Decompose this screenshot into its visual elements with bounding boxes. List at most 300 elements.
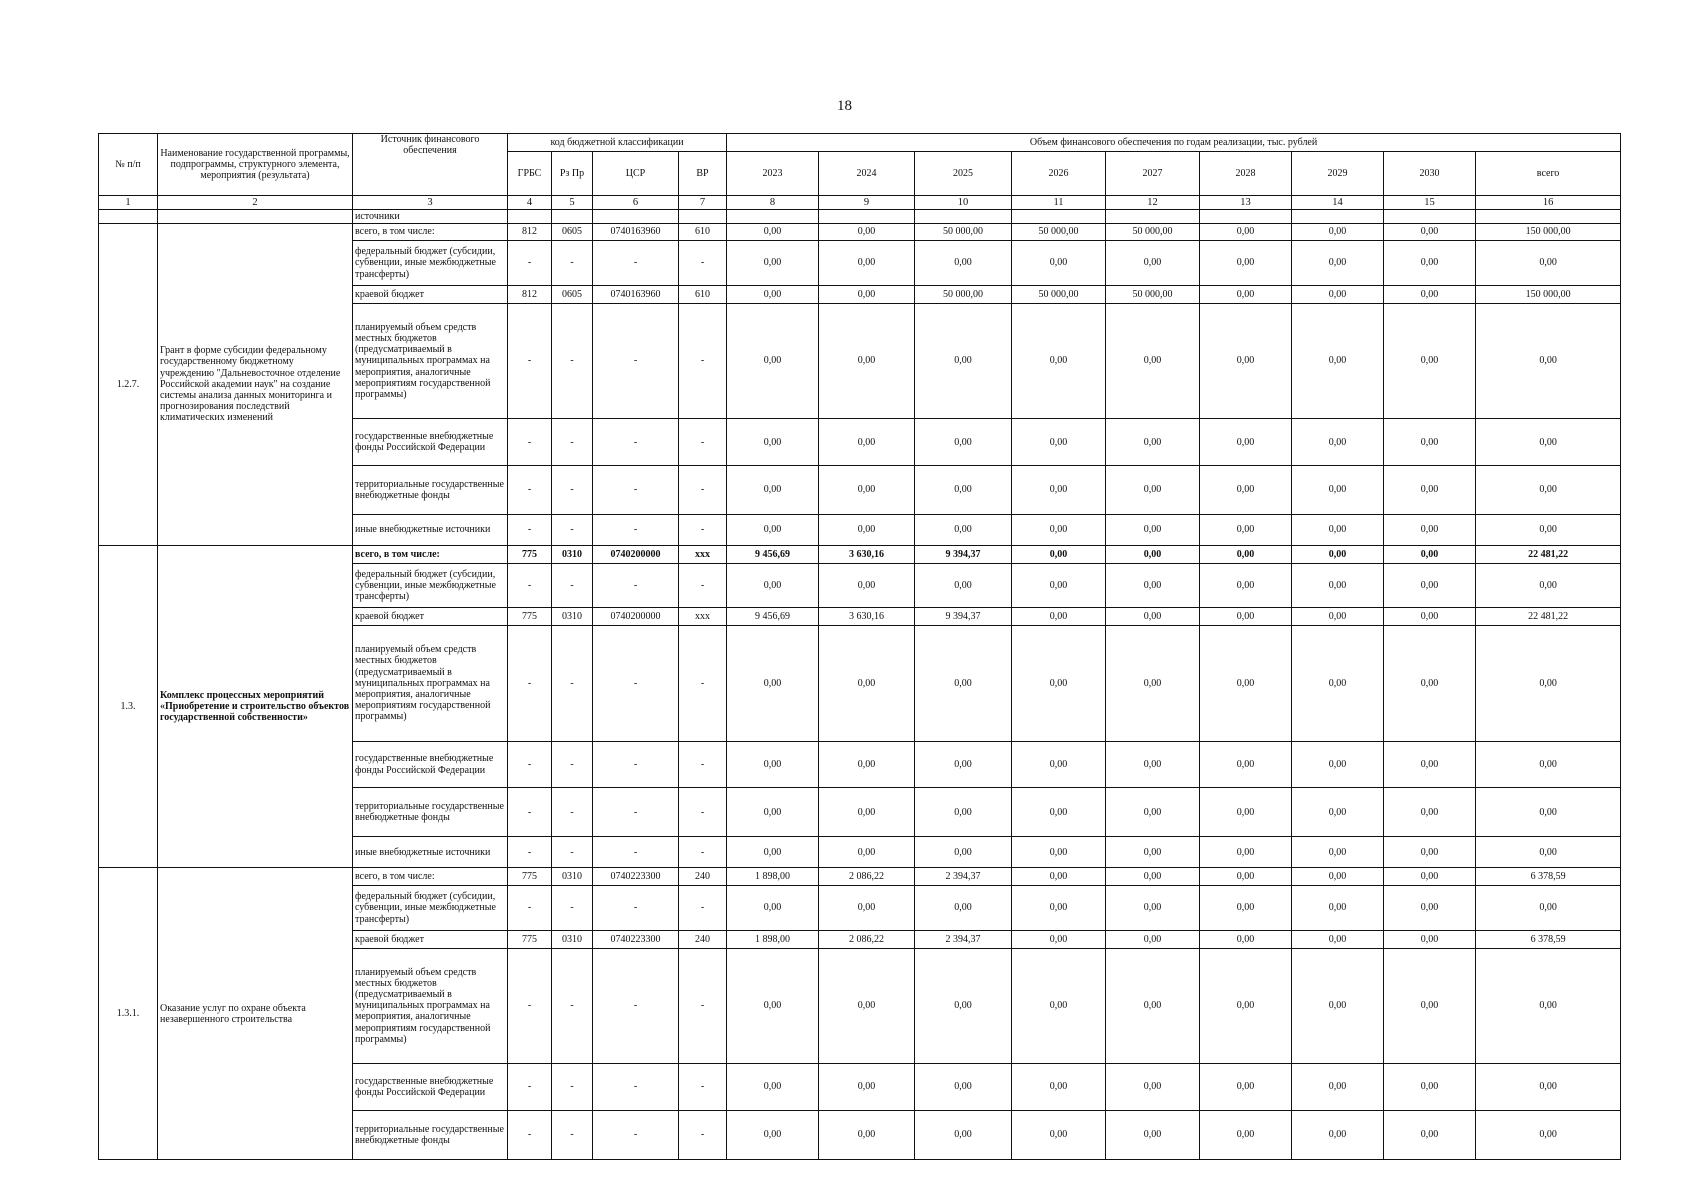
csr-cell: 0740200000: [593, 546, 679, 564]
table-row: [99, 546, 1621, 564]
value-cell: 2 086,22: [819, 930, 915, 948]
source-cell: краевой бюджет: [353, 608, 508, 626]
grbs-cell: 775: [508, 608, 552, 626]
value-cell: 0,00: [819, 837, 915, 868]
value-cell: 0,00: [915, 626, 1012, 742]
source-cell: территориальные государственные внебюджетные фонды: [353, 788, 508, 837]
value-cell: 0,00: [1106, 626, 1200, 742]
col-number: 12: [1106, 196, 1200, 210]
rzpr-cell: -: [552, 741, 593, 788]
header-year-2028: 2028: [1200, 152, 1292, 196]
value-cell: 0,00: [1200, 608, 1292, 626]
source-cell: государственные внебюджетные фонды Российской Федерации: [353, 419, 508, 466]
csr-cell: 0740223300: [593, 868, 679, 886]
value-cell: 0,00: [819, 223, 915, 241]
vr-cell: -: [679, 948, 727, 1064]
value-cell: 0,00: [1200, 837, 1292, 868]
value-cell: 0,00: [1200, 1064, 1292, 1111]
value-cell: 0,00: [1106, 930, 1200, 948]
rzpr-cell: -: [552, 948, 593, 1064]
vr-cell: 240: [679, 930, 727, 948]
header-year-2026: 2026: [1012, 152, 1106, 196]
measure-name: Комплекс процессных мероприятий «Приобретение и строительство объектов государственной собственности»: [158, 546, 353, 868]
csr-cell: 0740200000: [593, 608, 679, 626]
value-cell: 0,00: [1012, 837, 1106, 868]
value-cell: 0,00: [819, 285, 915, 303]
value-cell: 0,00: [1384, 741, 1476, 788]
value-cell: 0,00: [1012, 563, 1106, 607]
value-cell: 0,00: [1106, 868, 1200, 886]
rzpr-cell: -: [552, 514, 593, 545]
header-name: Наименование государственной программы, подпрограммы, структурного элемента, мероприятия (результата): [158, 134, 353, 196]
grbs-cell: -: [508, 514, 552, 545]
value-cell: 0,00: [1292, 241, 1384, 285]
csr-cell: -: [593, 788, 679, 837]
value-cell: 0,00: [727, 837, 819, 868]
value-cell: 2 394,37: [915, 868, 1012, 886]
value-cell: 0,00: [1384, 303, 1476, 419]
total-cell: 0,00: [1476, 241, 1621, 285]
value-cell: 0,00: [1200, 303, 1292, 419]
header-csr: ЦСР: [593, 152, 679, 196]
value-cell: 0,00: [915, 1110, 1012, 1159]
grbs-cell: -: [508, 419, 552, 466]
value-cell: 0,00: [1200, 514, 1292, 545]
value-cell: 0,00: [915, 303, 1012, 419]
rzpr-cell: -: [552, 837, 593, 868]
csr-cell: -: [593, 741, 679, 788]
rzpr-cell: 0310: [552, 868, 593, 886]
header-budget-code: код бюджетной классификации: [508, 134, 727, 152]
value-cell: 0,00: [1384, 930, 1476, 948]
csr-cell: -: [593, 948, 679, 1064]
value-cell: 0,00: [727, 285, 819, 303]
table-row: [99, 223, 1621, 241]
total-cell: 0,00: [1476, 303, 1621, 419]
grbs-cell: 812: [508, 285, 552, 303]
value-cell: 0,00: [1292, 608, 1384, 626]
csr-cell: -: [593, 1110, 679, 1159]
total-cell: 0,00: [1476, 626, 1621, 742]
rzpr-cell: -: [552, 241, 593, 285]
csr-cell: -: [593, 886, 679, 930]
col-number: 3: [353, 196, 508, 210]
source-cell: всего, в том числе:: [353, 546, 508, 564]
col-number: 10: [915, 196, 1012, 210]
header-year-2023: 2023: [727, 152, 819, 196]
rzpr-cell: 0310: [552, 546, 593, 564]
value-cell: 0,00: [1200, 1110, 1292, 1159]
total-cell: 0,00: [1476, 837, 1621, 868]
source-cell: федеральный бюджет (субсидии, субвенции, иные межбюджетные трансферты): [353, 241, 508, 285]
vr-cell: -: [679, 303, 727, 419]
grbs-cell: -: [508, 1064, 552, 1111]
value-cell: 0,00: [727, 1064, 819, 1111]
value-cell: 0,00: [1292, 223, 1384, 241]
value-cell: 0,00: [1012, 868, 1106, 886]
value-cell: 0,00: [1384, 419, 1476, 466]
grbs-cell: -: [508, 1110, 552, 1159]
col-number: 13: [1200, 196, 1292, 210]
grbs-cell: -: [508, 741, 552, 788]
value-cell: 0,00: [1292, 626, 1384, 742]
value-cell: 0,00: [819, 948, 915, 1064]
rzpr-cell: 0310: [552, 930, 593, 948]
rzpr-cell: -: [552, 788, 593, 837]
value-cell: 0,00: [1200, 419, 1292, 466]
value-cell: 0,00: [1012, 514, 1106, 545]
value-cell: 0,00: [915, 886, 1012, 930]
total-cell: 0,00: [1476, 948, 1621, 1064]
value-cell: 0,00: [1200, 886, 1292, 930]
grbs-cell: -: [508, 837, 552, 868]
value-cell: 0,00: [1292, 741, 1384, 788]
col-number: 11: [1012, 196, 1106, 210]
source-cell: федеральный бюджет (субсидии, субвенции, иные межбюджетные трансферты): [353, 886, 508, 930]
budget-table: [98, 133, 1621, 1160]
row-index: 1.3.: [99, 546, 158, 868]
total-cell: 0,00: [1476, 741, 1621, 788]
source-cell: планируемый объем средств местных бюджетов (предусматриваемый в муниципальных программах на мероприятия, аналогичные мероприятиям государственной программы): [353, 626, 508, 742]
vr-cell: ххх: [679, 608, 727, 626]
value-cell: 0,00: [819, 563, 915, 607]
value-cell: 0,00: [727, 419, 819, 466]
value-cell: 0,00: [727, 514, 819, 545]
value-cell: 0,00: [727, 626, 819, 742]
value-cell: 0,00: [1106, 948, 1200, 1064]
value-cell: 3 630,16: [819, 546, 915, 564]
value-cell: 0,00: [1384, 948, 1476, 1064]
col-number: 8: [727, 196, 819, 210]
value-cell: 0,00: [1292, 1110, 1384, 1159]
source-cell: планируемый объем средств местных бюджетов (предусматриваемый в муниципальных программах на мероприятия, аналогичные мероприятиям государственной программы): [353, 948, 508, 1064]
value-cell: 0,00: [1384, 223, 1476, 241]
vr-cell: 610: [679, 285, 727, 303]
total-cell: 150 000,00: [1476, 285, 1621, 303]
col-number: 6: [593, 196, 679, 210]
value-cell: 0,00: [1292, 563, 1384, 607]
value-cell: 0,00: [819, 1110, 915, 1159]
col-number: 16: [1476, 196, 1621, 210]
value-cell: 0,00: [1200, 465, 1292, 514]
value-cell: 0,00: [1012, 948, 1106, 1064]
value-cell: 0,00: [1384, 546, 1476, 564]
column-numbers-row: [99, 196, 1621, 210]
value-cell: 0,00: [1012, 546, 1106, 564]
csr-cell: -: [593, 563, 679, 607]
rzpr-cell: -: [552, 563, 593, 607]
value-cell: 0,00: [819, 465, 915, 514]
vr-cell: -: [679, 788, 727, 837]
value-cell: 9 456,69: [727, 546, 819, 564]
value-cell: 0,00: [1384, 608, 1476, 626]
value-cell: 0,00: [1200, 563, 1292, 607]
value-cell: 50 000,00: [1106, 223, 1200, 241]
col-number: 9: [819, 196, 915, 210]
header-num: № п/п: [99, 134, 158, 196]
value-cell: 9 456,69: [727, 608, 819, 626]
value-cell: 0,00: [1292, 788, 1384, 837]
value-cell: 0,00: [1384, 285, 1476, 303]
value-cell: 0,00: [915, 465, 1012, 514]
vr-cell: -: [679, 837, 727, 868]
rzpr-cell: -: [552, 419, 593, 466]
col-number: 4: [508, 196, 552, 210]
value-cell: 0,00: [1200, 868, 1292, 886]
total-cell: 0,00: [1476, 1110, 1621, 1159]
rzpr-cell: -: [552, 886, 593, 930]
value-cell: 0,00: [1106, 546, 1200, 564]
value-cell: 0,00: [1106, 1110, 1200, 1159]
header-rzpr: Рз Пр: [552, 152, 593, 196]
value-cell: 0,00: [1106, 465, 1200, 514]
csr-cell: 0740163960: [593, 285, 679, 303]
csr-cell: -: [593, 419, 679, 466]
grbs-cell: -: [508, 626, 552, 742]
value-cell: 0,00: [915, 948, 1012, 1064]
csr-cell: -: [593, 626, 679, 742]
csr-cell: 0740223300: [593, 930, 679, 948]
value-cell: 0,00: [727, 303, 819, 419]
source-cell: краевой бюджет: [353, 930, 508, 948]
csr-cell: -: [593, 1064, 679, 1111]
total-cell: 22 481,22: [1476, 546, 1621, 564]
value-cell: 0,00: [727, 948, 819, 1064]
value-cell: 0,00: [1292, 1064, 1384, 1111]
header-grbs: ГРБС: [508, 152, 552, 196]
grbs-cell: -: [508, 948, 552, 1064]
rzpr-cell: 0605: [552, 285, 593, 303]
total-cell: 0,00: [1476, 419, 1621, 466]
value-cell: 0,00: [915, 514, 1012, 545]
value-cell: 0,00: [1012, 930, 1106, 948]
vr-cell: -: [679, 741, 727, 788]
total-cell: 0,00: [1476, 1064, 1621, 1111]
value-cell: 0,00: [1200, 626, 1292, 742]
vr-cell: ххх: [679, 546, 727, 564]
value-cell: 9 394,37: [915, 608, 1012, 626]
value-cell: 0,00: [1106, 1064, 1200, 1111]
value-cell: 0,00: [1106, 563, 1200, 607]
grbs-cell: -: [508, 465, 552, 514]
source-cell: всего, в том числе:: [353, 868, 508, 886]
value-cell: 0,00: [1292, 303, 1384, 419]
value-cell: 2 086,22: [819, 868, 915, 886]
grbs-cell: -: [508, 563, 552, 607]
value-cell: 0,00: [1012, 419, 1106, 466]
csr-cell: -: [593, 837, 679, 868]
value-cell: 0,00: [1200, 788, 1292, 837]
value-cell: 0,00: [727, 241, 819, 285]
total-cell: 0,00: [1476, 886, 1621, 930]
value-cell: 0,00: [819, 626, 915, 742]
value-cell: 0,00: [1012, 1110, 1106, 1159]
source-cell: государственные внебюджетные фонды Российской Федерации: [353, 1064, 508, 1111]
value-cell: 9 394,37: [915, 546, 1012, 564]
value-cell: 0,00: [1384, 514, 1476, 545]
value-cell: 0,00: [1200, 741, 1292, 788]
vr-cell: -: [679, 1064, 727, 1111]
value-cell: 0,00: [727, 741, 819, 788]
value-cell: 0,00: [1200, 546, 1292, 564]
table-row: [99, 210, 1621, 224]
value-cell: 0,00: [819, 419, 915, 466]
value-cell: 0,00: [1292, 419, 1384, 466]
value-cell: 0,00: [1012, 741, 1106, 788]
value-cell: 0,00: [1384, 788, 1476, 837]
col-number: 15: [1384, 196, 1476, 210]
value-cell: 0,00: [727, 886, 819, 930]
value-cell: 50 000,00: [915, 285, 1012, 303]
header-year-2027: 2027: [1106, 152, 1200, 196]
value-cell: 0,00: [1106, 886, 1200, 930]
value-cell: 3 630,16: [819, 608, 915, 626]
value-cell: 0,00: [1200, 241, 1292, 285]
value-cell: 0,00: [819, 1064, 915, 1111]
source-cell: иные внебюджетные источники: [353, 837, 508, 868]
grbs-cell: 775: [508, 546, 552, 564]
value-cell: 0,00: [915, 563, 1012, 607]
header-year-2025: 2025: [915, 152, 1012, 196]
vr-cell: -: [679, 626, 727, 742]
total-cell: 6 378,59: [1476, 868, 1621, 886]
value-cell: 50 000,00: [1106, 285, 1200, 303]
value-cell: 0,00: [1200, 223, 1292, 241]
rzpr-cell: -: [552, 1064, 593, 1111]
total-cell: 0,00: [1476, 465, 1621, 514]
value-cell: 0,00: [915, 419, 1012, 466]
value-cell: 0,00: [819, 788, 915, 837]
value-cell: 0,00: [1012, 303, 1106, 419]
source-cell: иные внебюджетные источники: [353, 514, 508, 545]
header-year-2029: 2029: [1292, 152, 1384, 196]
value-cell: 0,00: [819, 303, 915, 419]
value-cell: 0,00: [915, 741, 1012, 788]
col-number: 5: [552, 196, 593, 210]
col-number: 14: [1292, 196, 1384, 210]
rzpr-cell: -: [552, 1110, 593, 1159]
csr-cell: -: [593, 514, 679, 545]
value-cell: 0,00: [819, 241, 915, 285]
header-vr: ВР: [679, 152, 727, 196]
value-cell: 0,00: [727, 223, 819, 241]
value-cell: 0,00: [1012, 1064, 1106, 1111]
value-cell: 0,00: [819, 514, 915, 545]
value-cell: 0,00: [1200, 285, 1292, 303]
total-cell: 22 481,22: [1476, 608, 1621, 626]
table-body: [99, 210, 1621, 1160]
csr-cell: 0740163960: [593, 223, 679, 241]
value-cell: 0,00: [1384, 868, 1476, 886]
vr-cell: -: [679, 514, 727, 545]
value-cell: 2 394,37: [915, 930, 1012, 948]
grbs-cell: 775: [508, 868, 552, 886]
total-cell: 6 378,59: [1476, 930, 1621, 948]
vr-cell: -: [679, 465, 727, 514]
measure-name: Оказание услуг по охране объекта незавершенного строительства: [158, 868, 353, 1160]
value-cell: 0,00: [727, 788, 819, 837]
value-cell: 1 898,00: [727, 868, 819, 886]
csr-cell: -: [593, 241, 679, 285]
value-cell: 0,00: [1200, 948, 1292, 1064]
source-cell: государственные внебюджетные фонды Российской Федерации: [353, 741, 508, 788]
value-cell: 0,00: [1106, 837, 1200, 868]
source-cell: федеральный бюджет (субсидии, субвенции, иные межбюджетные трансферты): [353, 563, 508, 607]
value-cell: 0,00: [915, 1064, 1012, 1111]
grbs-cell: -: [508, 886, 552, 930]
rzpr-cell: -: [552, 303, 593, 419]
grbs-cell: 775: [508, 930, 552, 948]
grbs-cell: -: [508, 788, 552, 837]
vr-cell: -: [679, 886, 727, 930]
value-cell: 0,00: [1106, 608, 1200, 626]
value-cell: 0,00: [915, 788, 1012, 837]
csr-cell: -: [593, 303, 679, 419]
value-cell: 0,00: [1384, 563, 1476, 607]
value-cell: 0,00: [1384, 886, 1476, 930]
rzpr-cell: -: [552, 465, 593, 514]
row-index: 1.3.1.: [99, 868, 158, 1160]
csr-cell: -: [593, 465, 679, 514]
value-cell: 0,00: [1384, 626, 1476, 742]
value-cell: 0,00: [1106, 303, 1200, 419]
vr-cell: 240: [679, 868, 727, 886]
total-cell: 0,00: [1476, 514, 1621, 545]
col-number: 1: [99, 196, 158, 210]
vr-cell: -: [679, 1110, 727, 1159]
header-total: всего: [1476, 152, 1621, 196]
header-year-2030: 2030: [1384, 152, 1476, 196]
grbs-cell: -: [508, 303, 552, 419]
grbs-cell: 812: [508, 223, 552, 241]
value-cell: 0,00: [1384, 241, 1476, 285]
value-cell: 0,00: [1292, 514, 1384, 545]
row-index: 1.2.7.: [99, 223, 158, 545]
total-cell: 0,00: [1476, 788, 1621, 837]
value-cell: 0,00: [1106, 741, 1200, 788]
source-cell: территориальные государственные внебюджетные фонды: [353, 1110, 508, 1159]
vr-cell: -: [679, 241, 727, 285]
page-number: 18: [837, 98, 852, 114]
value-cell: 0,00: [1384, 1064, 1476, 1111]
total-cell: 150 000,00: [1476, 223, 1621, 241]
total-cell: 0,00: [1476, 563, 1621, 607]
value-cell: 0,00: [727, 465, 819, 514]
value-cell: 0,00: [1012, 465, 1106, 514]
value-cell: 50 000,00: [915, 223, 1012, 241]
value-cell: 0,00: [915, 837, 1012, 868]
value-cell: 0,00: [1012, 626, 1106, 742]
value-cell: 0,00: [1200, 930, 1292, 948]
source-cell: краевой бюджет: [353, 285, 508, 303]
value-cell: 50 000,00: [1012, 223, 1106, 241]
measure-name: Грант в форме субсидии федеральному государственному бюджетному учреждению "Дальневосточное отделение Российской академии наук" на создание системы анализа данных мониторинга и прогнозирования последствий климатических изменений: [158, 223, 353, 545]
value-cell: 0,00: [1106, 788, 1200, 837]
source-cell: всего, в том числе:: [353, 223, 508, 241]
value-cell: 0,00: [819, 741, 915, 788]
col-number: 2: [158, 196, 353, 210]
source-cell: планируемый объем средств местных бюджетов (предусматриваемый в муниципальных программах на мероприятия, аналогичные мероприятиям государственной программы): [353, 303, 508, 419]
value-cell: 0,00: [1292, 465, 1384, 514]
value-cell: 0,00: [1292, 868, 1384, 886]
value-cell: 0,00: [1292, 285, 1384, 303]
vr-cell: 610: [679, 223, 727, 241]
value-cell: 1 898,00: [727, 930, 819, 948]
value-cell: 0,00: [1292, 837, 1384, 868]
value-cell: 50 000,00: [1012, 285, 1106, 303]
value-cell: 0,00: [1012, 788, 1106, 837]
rzpr-cell: 0310: [552, 608, 593, 626]
